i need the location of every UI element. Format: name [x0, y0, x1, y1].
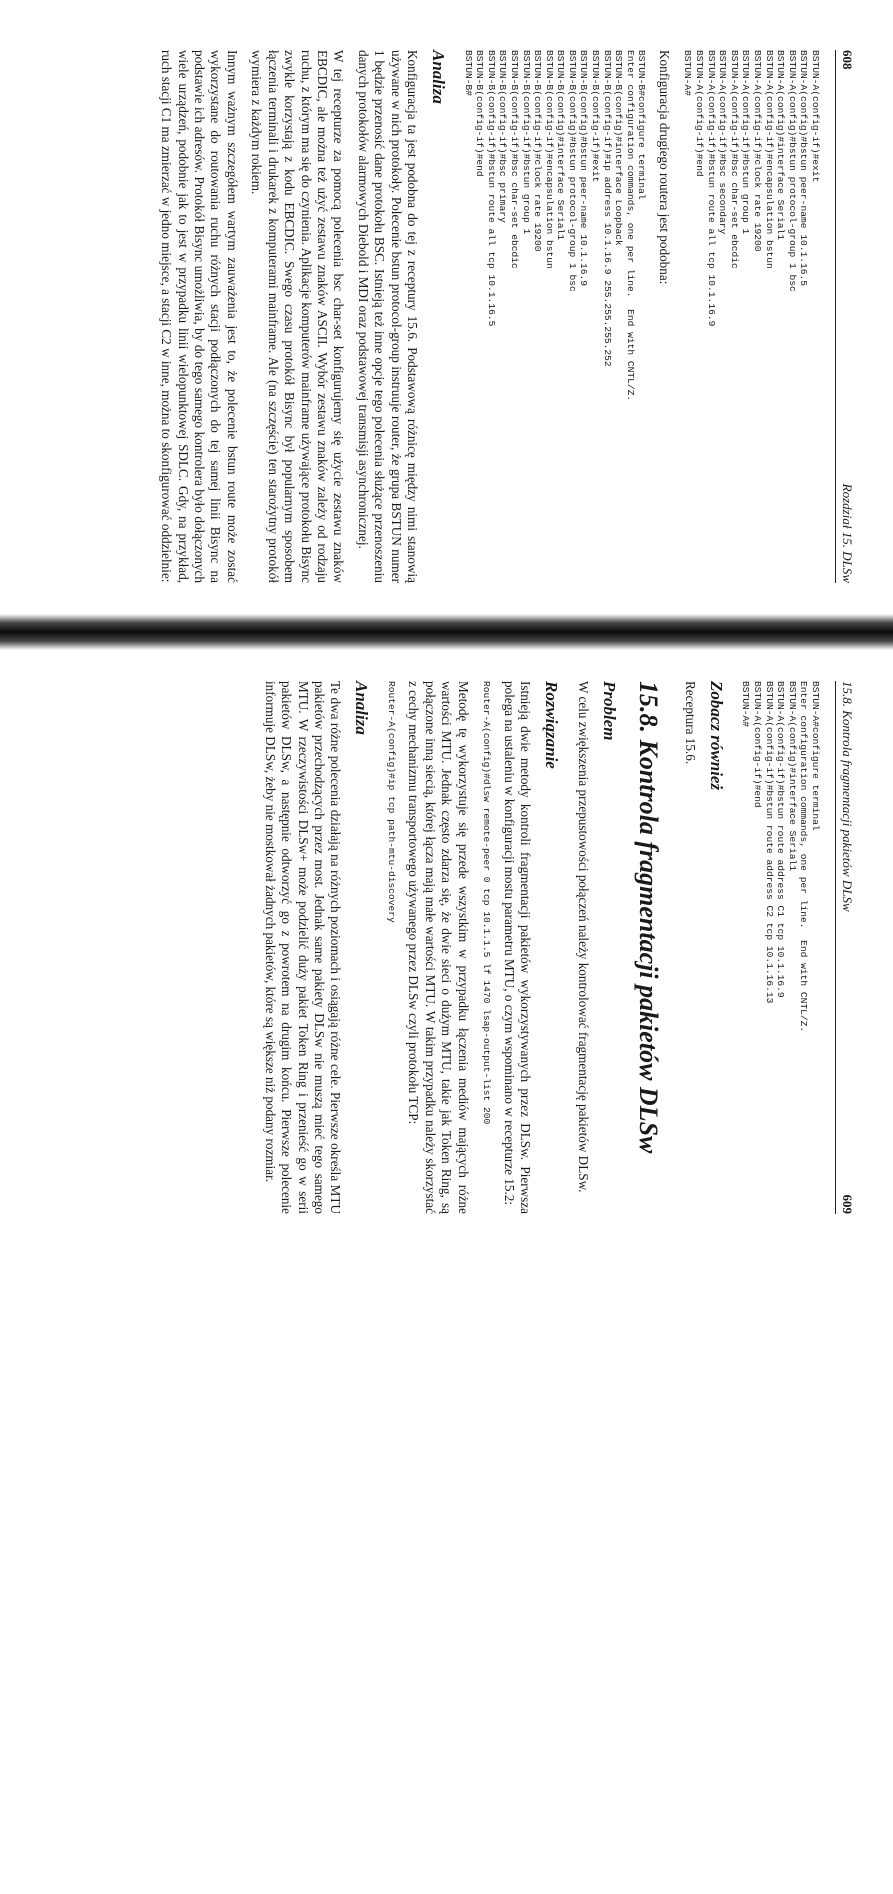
code-block-bstun-b: BSTUN-B#configure terminal Enter configuration commands, one per line. End with CNTL/Z. BSTUN-B(config)#interface Loopback BSTUN-B(config-if)#ip address 10.1.16.9 255.255.255.252 BSTUN-B(config-if)#exit BSTUN-B(config)#bstun peer-name 10.1.16.9 BSTUN-B(config)#bstun protocol-group 1 bsc BSTUN-B(config)#interface Serial1 BSTUN-B(config-if)#encapsulation bstun BSTUN-B(config-if)#clock rate 19200 BSTUN-B(config-if)#bstun group 1 BSTUN-B(config-if)#bsc char-set ebcdic BSTUN-B(config-if)#bsc primary BSTUN-B(config-if)#bstun route all tcp 10.1.16.5 BSTUN-B(config-if)#end BSTUN-B#	[462, 50, 648, 402]
running-header	[835, 50, 855, 583]
page-608-content	[0, 0, 893, 631]
section-heading-analysis: Analiza	[428, 50, 448, 104]
solution-text: Istnieją dwie metody kontroli fragmentacji pakietów wykorzystywanych przez DLSw. Pierwsza polega na ustaleniu w konfiguracji mostu parametru MTU, o czym wspominano w recepturze 15.2:	[501, 681, 534, 1214]
page-number: 609	[840, 1194, 855, 1214]
analysis-heading: Analiza	[352, 681, 372, 735]
paragraph: Innym ważnym szczegółem wartym zauważenia jest to, że polecenie bstun route może zostać wykorzystane do routowania ruchu różnych stacji podłączonych do tej samej linii Bisync na podstawie ich adresów. Protokół Bisync umożliwia, by do tego samego kontrolera było dołączonych wiele urządzeń, podobnie jak to jest w przypadku linii wielopunktowej SDLC. Gdy, na przykład, ruch stacji C1 ma zmierzać w jedno miejsce, a stacji C2 w inne, można to skonfigurować oddzielnie:	[159, 50, 240, 583]
analysis-text: Te dwa różne polecenia działają na różnych poziomach i osiągają różne cele. Pierwsze określa MTU pakietów przechodzących przez most. Jednak same pakiety DLSw nie muszą mieć tego samego MTU. W rzeczywistości DLSw+ może podzielić duży pakiet Token Ring i przenieść go w serii pakietów DLSw, a następnie odtworzyć go z powrotem na drugim końcu. Pierwsze polecenie informuje DLSw, żeby nie mostkował żadnych pakietów, które są większe niż podany rozmiar.	[262, 681, 344, 1214]
problem-text: W celu zwiększenia przepustowości połączeń należy kontrolować fragmentację pakietów DLSw.	[576, 681, 592, 1193]
paragraph: Konfiguracja ta jest podobna do tej z receptury 15.6. Podstawową różnicę między nimi stanowią używane w nich protokoły. Polecenie bstun protocol-group instruuje router, że grupa BSTUN numer 1 będzie przenosić dane protokołu BSC. Istnieją też inne opcje tego polecenia służące przenoszeniu danych protokołów alarmowych Diebold i MDI oraz podstawowej transmisji asynchronicznej.	[355, 50, 420, 583]
see-also-text: Receptura 15.6.	[682, 681, 698, 765]
code-block-mtu-discovery: Router-A(config)#ip tcp path-mtu-discovery	[386, 681, 397, 923]
running-title: 15.8. Kontrola fragmentacji pakietów DLSw	[840, 681, 855, 912]
paragraph: W tej recepturze za pomocą polecenia bsc char-set konfigurujemy się użycie zestawu znaków EBCDIC, ale można też użyć zestawu znaków ASCII. Wybór zestawu znaków zależy od rodzaju ruchu, z którym ma się do czynienia. Aplikacje komputerów mainframe używające protokołu Bisync zwykle korzystają z kodu EBCDIC. Swego czasu protokół Bisync był popularnym sposobem łączenia terminali i drukarek z komputerami mainframe. Ale (na szczęście) ten starożytny protokół wymiera z każdym rokiem.	[249, 50, 347, 583]
running-header	[835, 681, 855, 1214]
recipe-title: 15.8. Kontrola fragmentacji pakietów DLSw	[634, 681, 664, 1154]
code-block-bstun-a: BSTUN-A(config-if)#exit BSTUN-A(config)#bstun peer-name 10.1.16.5 BSTUN-A(config)#bstun protocol-group 1 bsc BSTUN-A(config)#interface Serial1 BSTUN-A(config-if)#encapsulation bstun BSTUN-A(config-if)#clock rate 19200 BSTUN-A(config-if)#bstun group 1 BSTUN-A(config-if)#bsc char-set ebcdic BSTUN-A(config-if)#bsc secondary BSTUN-A(config-if)#bstun route all tcp 10.1.16.9 BSTUN-A(config-if)#end BSTUN-A#	[682, 50, 821, 327]
solution-heading: Rozwiązanie	[542, 681, 562, 769]
code-block-bstun-route: BSTUN-A#configure terminal Enter configuration commands, one per line. End with CNTL/Z. BSTUN-A(config)#interface Serial1 BSTUN-A(config-if)#bstun route address C1 tcp 10.1.16.9 BSTUN-A(config-if)#bstun route address C2 tcp 10.1.16.13 BSTUN-A(config-if)#end BSTUN-A#	[740, 681, 821, 1033]
page-number: 608	[840, 50, 855, 70]
paragraph: Konfiguracja drugiego routera jest podobna:	[656, 50, 672, 285]
running-title: Rozdział 15. DLSw	[840, 483, 855, 583]
code-block-dlsw-peer: Router-A(config)#dlsw remote-peer 0 tcp 10.1.1.5 lf 1470 lsap-output-list 200	[481, 681, 493, 1125]
problem-heading: Problem	[600, 681, 620, 741]
see-also-heading: Zobacz również	[706, 681, 726, 791]
solution-text: Metodę tę wykorzystuje się przede wszystkim w przypadku łączenia mediów mających różne wartości MTU. Jednak często zdarza się, że dwie sieci o dużym MTU, takie jak Token Ring, są połączone inną siecią, której łącza mają małe wartości MTU. W takim przypadku należy skorzystać z cechy mechanizmu transportowego używanego przez DLSw czyli protokołu TCP:	[406, 681, 471, 1214]
page-609-content	[0, 631, 893, 1262]
